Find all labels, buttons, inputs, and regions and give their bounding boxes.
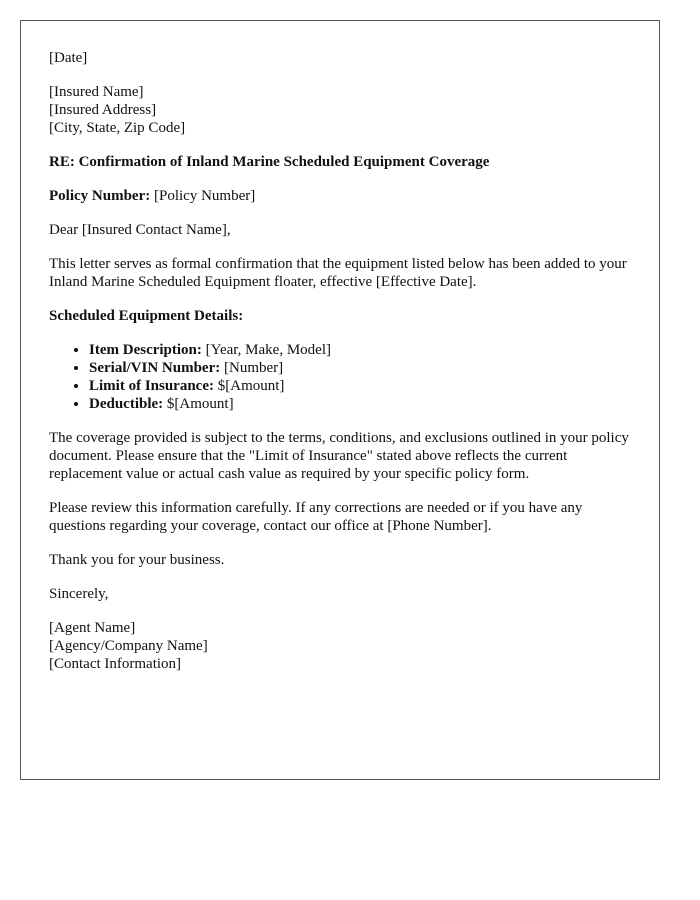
- policy-number-line: [49, 187, 631, 205]
- list-item: [89, 377, 631, 395]
- detail-value: [Year, Make, Model]: [205, 342, 331, 358]
- detail-label: Limit of Insurance:: [89, 378, 214, 394]
- letter-date: [Date]: [49, 50, 88, 66]
- review-paragraph: Please review this information carefully. If any corrections are needed or if you have any questions regarding your coverage, contact our office at [Phone Number].: [49, 500, 583, 534]
- policy-number-value: [Policy Number]: [153, 188, 256, 204]
- details-heading-line: [49, 307, 631, 325]
- detail-label: Item Description:: [89, 342, 202, 358]
- coverage-paragraph: The coverage provided is subject to the terms, conditions, and exclusions outlined in your policy document. Please ensure that the "Limit of Insurance" stated above reflects the current replacement value or actual cash value as required by your specific policy form.: [49, 430, 629, 482]
- detail-label: Deductible:: [89, 396, 164, 412]
- agency-name: [Agency/Company Name]: [49, 638, 208, 654]
- recipient-address: [Insured Address]: [49, 102, 157, 118]
- recipient-block: [49, 83, 631, 137]
- detail-value: $[Amount]: [166, 396, 234, 412]
- policy-number-label: Policy Number:: [49, 188, 151, 204]
- intro-paragraph: This letter serves as formal confirmation that the equipment listed below has been added to your Inland Marine Scheduled Equipment floater, effective [Effective Date].: [49, 256, 627, 290]
- details-heading: Scheduled Equipment Details:: [49, 308, 244, 324]
- recipient-name: [Insured Name]: [49, 84, 144, 100]
- detail-value: [Number]: [224, 360, 284, 376]
- subject-line: [49, 153, 631, 171]
- list-item: [89, 395, 631, 413]
- equipment-details-list: [49, 341, 631, 413]
- recipient-city-state-zip: [City, State, Zip Code]: [49, 120, 186, 136]
- contact-information: [Contact Information]: [49, 656, 182, 672]
- letter-page: [20, 20, 660, 780]
- list-item: [89, 341, 631, 359]
- list-item: [89, 359, 631, 377]
- detail-label: Serial/VIN Number:: [89, 360, 221, 376]
- agent-name: [Agent Name]: [49, 620, 136, 636]
- salutation: Dear [Insured Contact Name],: [49, 222, 231, 238]
- thanks-line: Thank you for your business.: [49, 552, 225, 568]
- closing-line: Sincerely,: [49, 586, 109, 602]
- signature-block: [49, 619, 631, 673]
- subject-text: RE: Confirmation of Inland Marine Scheduled Equipment Coverage: [49, 154, 490, 170]
- detail-value: $[Amount]: [217, 378, 285, 394]
